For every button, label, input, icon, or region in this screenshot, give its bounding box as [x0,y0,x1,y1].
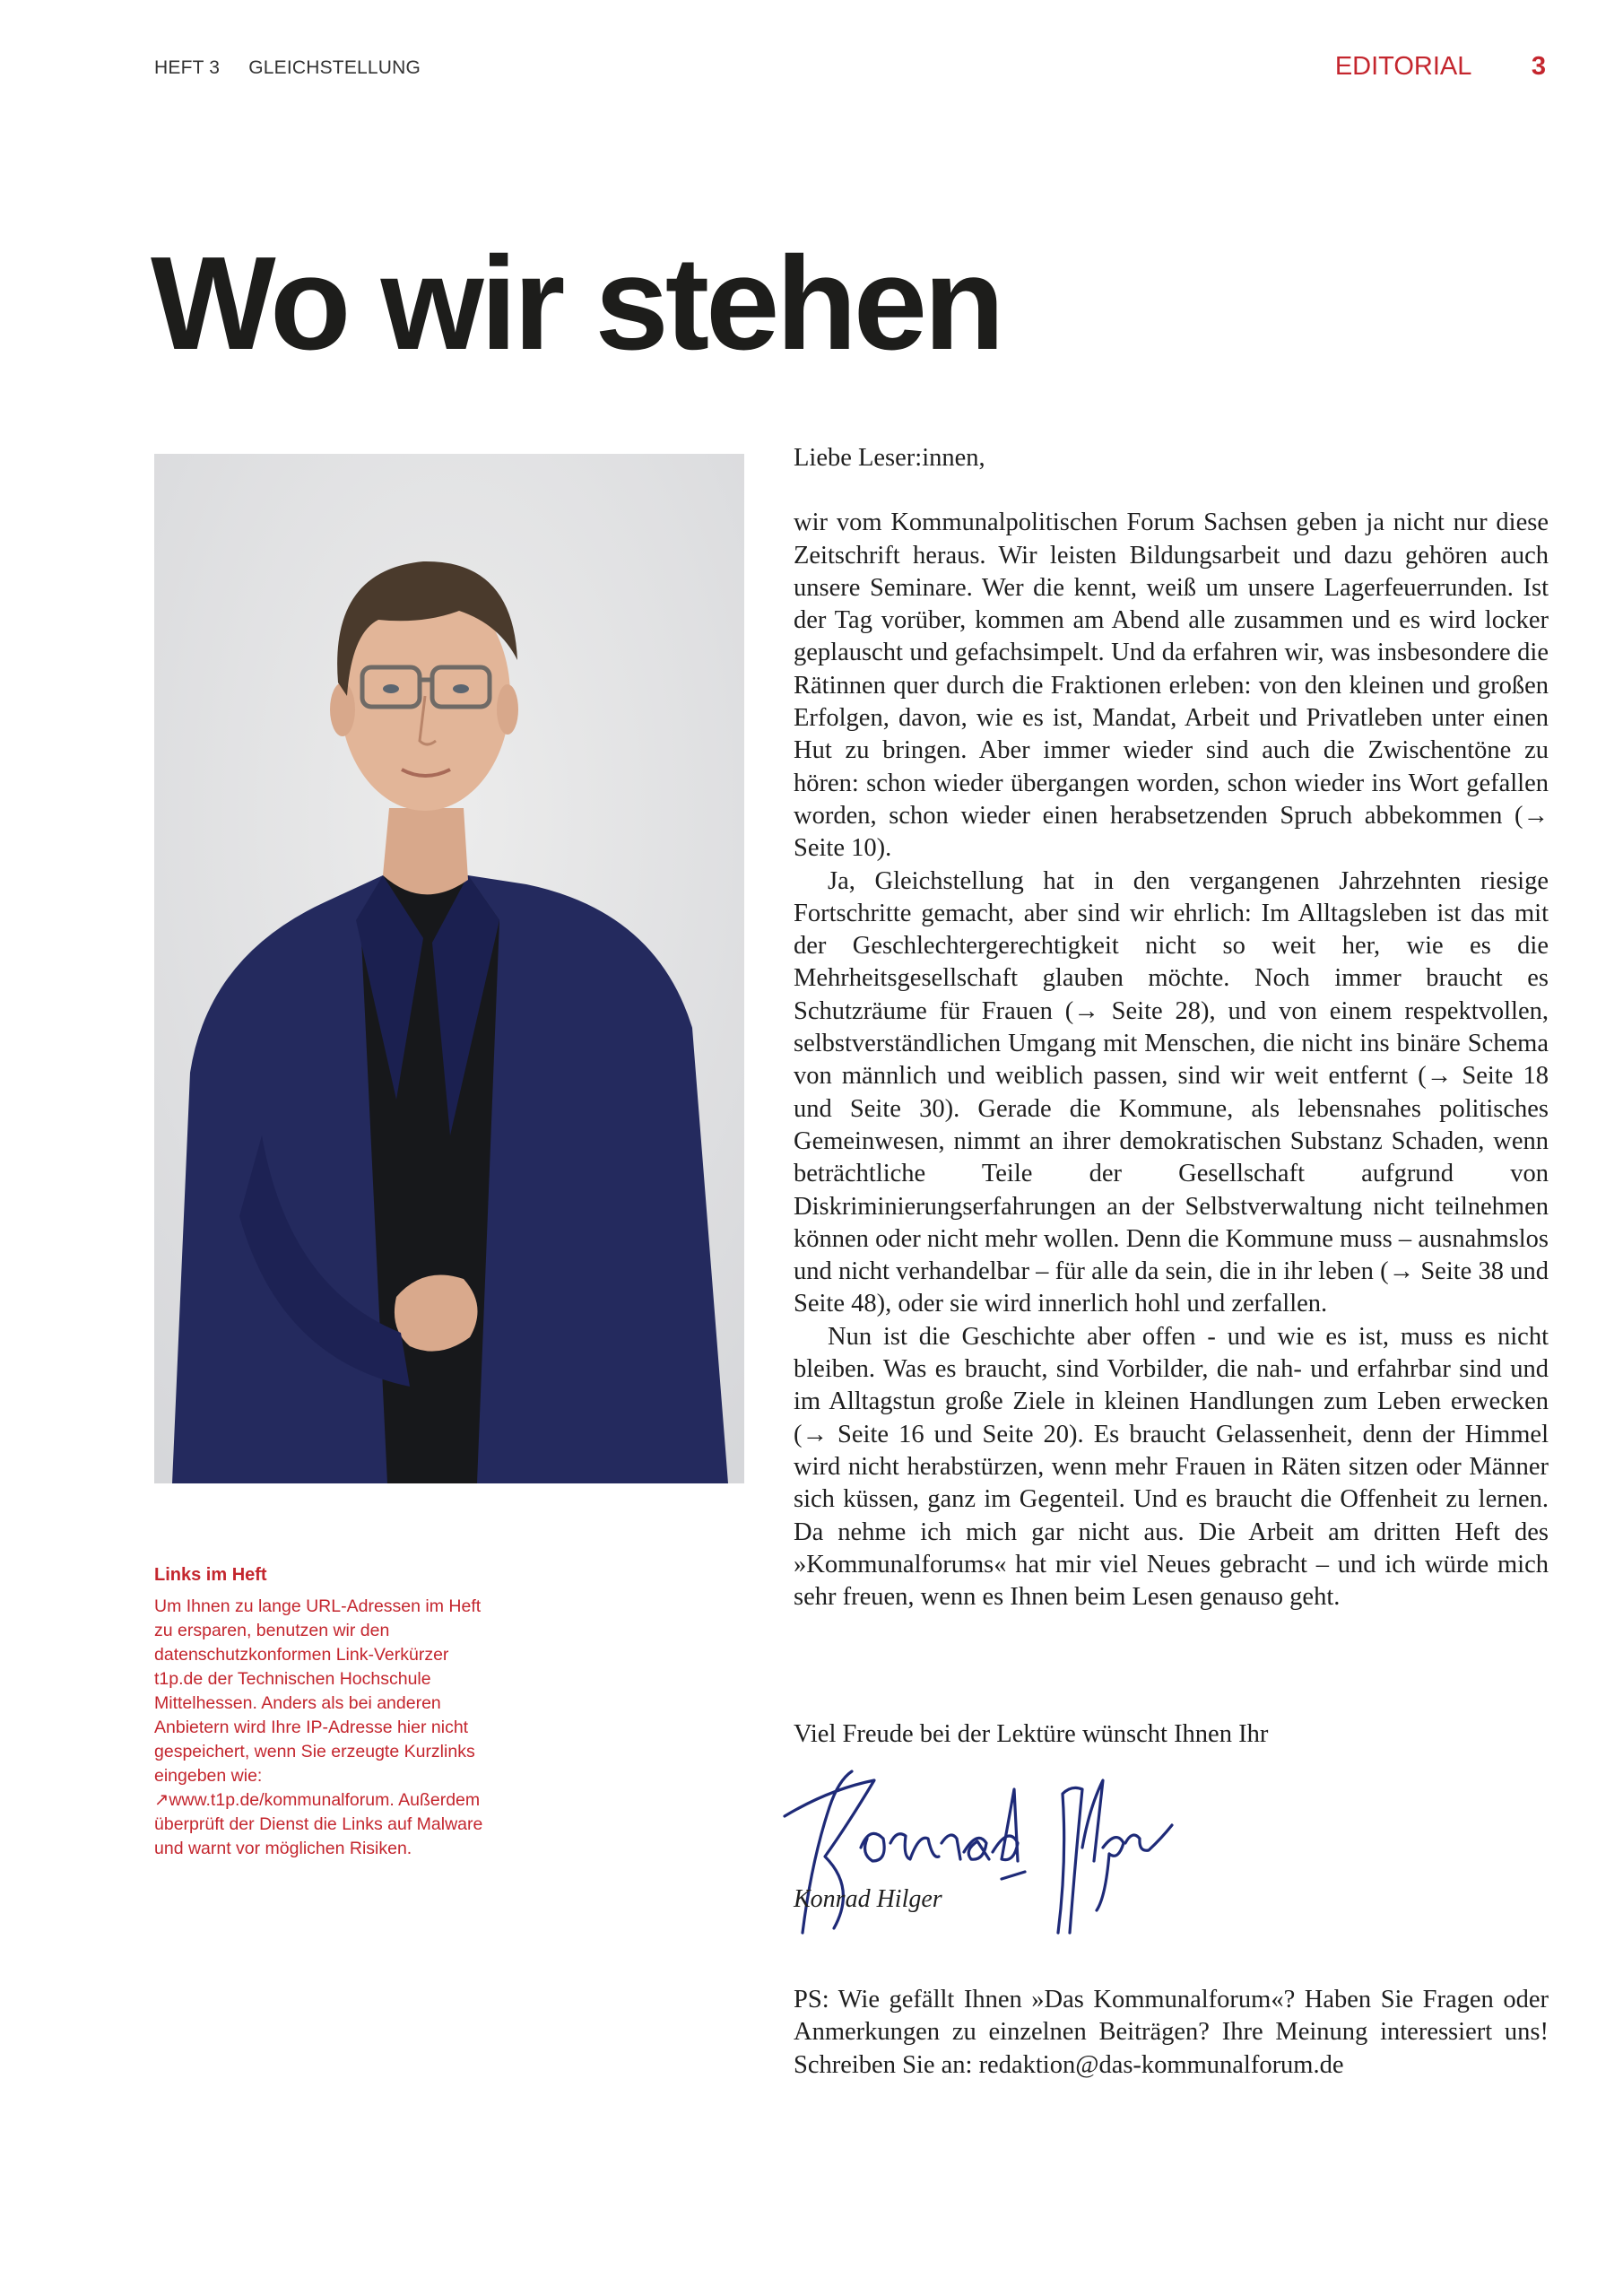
page-title: Wo wir stehen [151,230,1002,378]
page-number: 3 [1531,52,1546,81]
links-note-body: Um Ihnen zu lange URL-Adressen im Heft zu ersparen, benutzen wir den datenschutzkonformen Link-Verkürzer t1p.de der Technischen Hochschule Mittelhessen. Anders als bei anderen Anbietern wird Ihre IP-Adresse hier nicht gespeichert, wenn Sie erzeugte Kurzlinks eingeben wie: ↗www.t1p.de/kommunalforum. Außerdem überprüft der Dienst die Links auf Malware und warnt vor möglichen Risiken. [154,1596,483,1858]
editorial-letter [794,442,1549,1613]
running-header [154,57,444,79]
links-note [154,1565,486,1861]
portrait-illustration [154,454,744,1483]
signer-name: Konrad Hilger [794,1885,942,1913]
section-header [1335,52,1546,82]
salutation: Liebe Leser:innen, [794,444,985,472]
author-portrait [154,454,744,1483]
signature [749,1753,1179,1951]
paragraph: Ja, Gleichstellung hat in den vergangenen Jahrzehnten riesige Fortschritte gemacht, aber sind wir ehrlich: Im Alltagsleben ist das mit der Geschlechtergerechtigkeit nicht so weit her, wie es die Mehrheitsgesellschaft glauben möchte. Noch immer braucht es Schutzräume für Frauen (→ Seite 28), und von einem respektvollen, selbstverständlichen Umgang mit Menschen, die nicht ins binäre Schema von männlich und weiblich passen, sind wir weit entfernt (→ Seite 18 und Seite 30). Gerade die Kommune, als lebensnahes politisches Gemeinwesen, nimmt an ihrer demokratischen Substanz Schaden, wenn beträchtliche Teile der Gesellschaft aufgrund von Diskriminierungserfahrungen an der Selbstverwaltung nicht teilnehmen können oder nicht mehr wollen. Denn die Kommune muss – ausnahmslos und nicht verhandelbar – für alle da sein, die in ihr leben (→ Seite 38 und Seite 48), oder sie wird innerlich hohl und zerfallen. [794,866,1549,1318]
links-note-title: Links im Heft [154,1565,267,1585]
topic-label: GLEICHSTELLUNG [248,57,421,78]
issue-label: HEFT 3 [154,57,221,78]
paragraph: wir vom Kommunalpolitischen Forum Sachsen geben ja nicht nur diese Zeitschrift heraus. Wir leisten Bildungsarbeit und dazu gehören auch unsere Seminare. Wer die kennt, weiß um unsere Lagerfeuerrunden. Ist der Tag vorüber, kommen am Abend alle zusammen und es wird locker geplauscht und gefachsimpelt. Und da erfahren wir, was insbesondere die Rätinnen quer durch die Fraktionen erleben: von den kleinen und großen Erfolgen, davon, wie es ist, Mandat, Arbeit und Privatleben unter einen Hut zu bringen. Aber immer wieder sind auch die Zwischentöne zu hören: schon wieder übergangen worden, schon wieder ins Wort gefallen worden, schon wieder einen herabsetzenden Spruch abbekommen (→ Seite 10). [794,509,1549,863]
paragraph: Nun ist die Geschichte aber offen - und wie es ist, muss es nicht bleiben. Was es braucht, sind Vorbilder, die nah- und erfahrbar sind und im Alltagstun große Ziele in kleinen Handlungen zum Leben erwecken (→ Seite 16 und Seite 20). Es braucht Gelassenheit, denn der Himmel wird nicht herabstürzen, wenn mehr Frauen in Räten sitzen oder Männer sich küssen, ganz im Gegenteil. Und es braucht die Offenheit zu lernen. Da nehme ich mich gar nicht aus. Die Arbeit am dritten Heft des »Kommunalforums« hat mir viel Neues gebracht – und ich würde mich sehr freuen, wenn es Ihnen beim Lesen genauso geht. [794,1322,1549,1612]
section-label: EDITORIAL [1334,52,1472,81]
closing-line: Viel Freude bei der Lektüre wünscht Ihnen Ihr [794,1720,1269,1748]
postscript: PS: Wie gefällt Ihnen »Das Kommunalforum«? Haben Sie Fragen oder Anmerkungen zu einzelnen Beiträgen? Ihre Meinung interessiert uns! Schreiben Sie an: redaktion@das-kommunalforum.de [794,1986,1549,2079]
